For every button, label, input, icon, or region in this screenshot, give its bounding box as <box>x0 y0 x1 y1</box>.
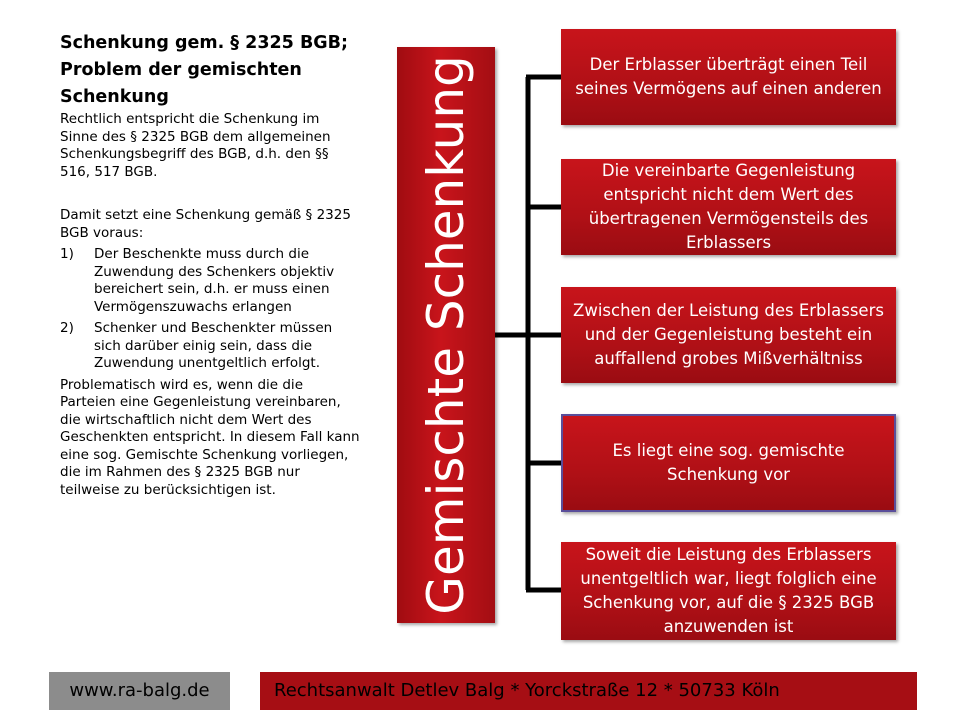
intro-paragraph: Rechtlich entspricht die Schenkung im Sinne des § 2325 BGB dem allgemeinen Schenkungsbegriff des BGB, d.h. den §§ 516, 517 BGB. <box>60 111 331 180</box>
branch-box-1: Der Erblasser überträgt einen Teil seines Vermögens auf einen anderen <box>561 29 896 125</box>
footer-address: Rechtsanwalt Detlev Balg * Yorckstraße 12 * 50733 Köln <box>260 672 917 710</box>
root-label: Gemischte Schenkung <box>417 55 475 615</box>
slide-title: Schenkung gem. § 2325 BGB; Problem der gemischten Schenkung <box>60 33 348 107</box>
list-item-text: Der Beschenkte muss durch die Zuwendung des Schenkers objektiv bereichert sein, d.h. er muss einen Vermögenszuwachs erlangen <box>94 246 335 315</box>
branch-box-2: Die vereinbarte Gegenleistung entspricht nicht dem Wert des übertragenen Vermögensteils des Erblassers <box>561 159 896 255</box>
branch-box-4: Es liegt eine sog. gemischte Schenkung vor <box>561 414 896 512</box>
footer-website: www.ra-balg.de <box>49 672 230 710</box>
branch-box-3: Zwischen der Leistung des Erblassers und der Gegenleistung besteht ein auffallend grobes Mißverhältniss <box>561 287 896 383</box>
requirements-intro: Damit setzt eine Schenkung gemäß § 2325 BGB voraus: <box>60 207 351 241</box>
branch-box-5: Soweit die Leistung des Erblassers unentgeltlich war, liegt folglich eine Schenkung vor, auf die § 2325 BGB anzuwenden ist <box>561 542 896 640</box>
problem-paragraph: Problematisch wird es, wenn die die Parteien eine Gegenleistung vereinbaren, die wirtschaftlich nicht dem Wert des Geschenkten entspricht. In diesem Fall kann eine sog. Gemischte Schenkung vorliegen, die im Rahmen des § 2325 BGB nur teilweise zu berücksichtigen ist. <box>60 376 360 498</box>
list-item-number: 1) <box>60 246 74 262</box>
list-item-text: Schenker und Beschenkter müssen sich darüber einig sein, dass die Zuwendung unentgeltlich erfolgt. <box>94 320 333 371</box>
list-item-number: 2) <box>60 320 74 336</box>
